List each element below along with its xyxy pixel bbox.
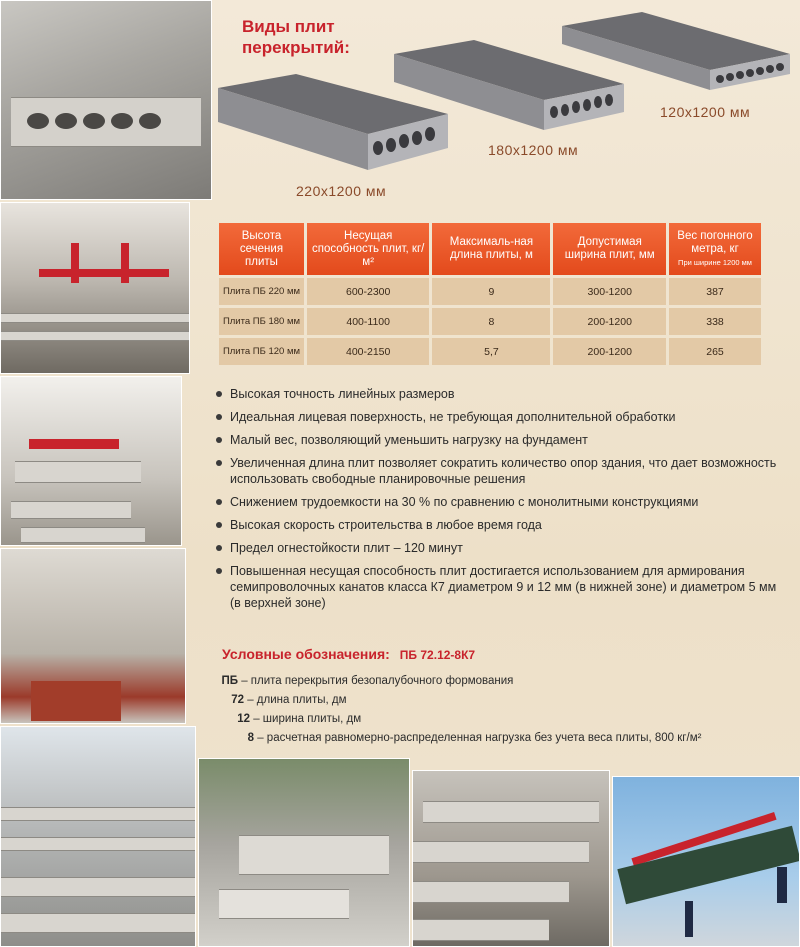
header-length: Максималь-ная длина плиты, м <box>432 223 550 275</box>
table-cell: 9 <box>432 278 550 305</box>
legend-key: ПБ <box>221 675 238 687</box>
legend-text: – расчетная равномерно-распределенная нагрузка без учета веса плиты, 800 кг/м² <box>257 732 702 744</box>
legend-item <box>214 710 701 729</box>
title-line-1: Виды плит <box>242 17 335 36</box>
photo-slab-installation <box>612 776 800 947</box>
slab-180-caption: 180x1200 мм <box>488 142 579 158</box>
photo-slab-closeup <box>0 0 212 200</box>
table-cell: 400-1100 <box>307 308 429 335</box>
table-cell: 300-1200 <box>553 278 666 305</box>
legend-code: ПБ 72.12-8К7 <box>399 648 476 662</box>
header-weight: Вес погонного метра, кг При ширине 1200 мм <box>669 223 761 275</box>
table-cell: 600-2300 <box>307 278 429 305</box>
header-weight-note: При ширине 1200 мм <box>678 258 752 267</box>
table-cell: 265 <box>669 338 761 365</box>
section-title <box>242 16 402 58</box>
slab-120-illustration <box>562 12 790 94</box>
table-cell: Плита ПБ 120 мм <box>219 338 304 365</box>
table-row <box>219 278 761 305</box>
legend-text: – плита перекрытия безопалубочного формования <box>241 675 514 687</box>
list-item: Снижением трудоемкости на 30 % по сравнению с монолитными конструкциями <box>214 494 784 510</box>
table-cell: 200-1200 <box>553 308 666 335</box>
features-list <box>214 386 784 618</box>
photo-ceiling-interior <box>0 548 186 724</box>
list-item: Малый вес, позволяющий уменьшить нагрузку на фундамент <box>214 432 784 448</box>
legend-title <box>222 646 475 662</box>
table-header-row <box>219 223 761 275</box>
list-item: Предел огнестойкости плит – 120 минут <box>214 540 784 556</box>
table-row <box>219 338 761 365</box>
legend-text: – ширина плиты, дм <box>253 713 362 725</box>
photo-slab-stacks <box>0 376 182 546</box>
photo-slab-yard <box>0 726 196 947</box>
header-height: Высота сечения плиты <box>219 223 304 275</box>
photo-crane-lifting <box>0 202 190 374</box>
photo-slab-pile <box>412 770 610 947</box>
table-row <box>219 308 761 335</box>
legend-list <box>214 672 701 748</box>
list-item: Идеальная лицевая поверхность, не требующая дополнительной обработки <box>214 409 784 425</box>
legend-item <box>214 729 701 748</box>
table-cell: 400-2150 <box>307 338 429 365</box>
slab-220-caption: 220x1200 мм <box>296 183 387 199</box>
legend-key: 72 <box>231 694 244 706</box>
table-cell: 338 <box>669 308 761 335</box>
legend-key: 8 <box>247 732 254 744</box>
slab-120-caption: 120x1200 мм <box>660 104 751 120</box>
legend-item <box>214 691 701 710</box>
table-cell: Плита ПБ 180 мм <box>219 308 304 335</box>
header-width: Допустимая ширина плит, мм <box>553 223 666 275</box>
title-line-2: перекрытий: <box>242 38 350 57</box>
photo-construction-site <box>198 758 410 947</box>
list-item: Высокая точность линейных размеров <box>214 386 784 402</box>
table-cell: 387 <box>669 278 761 305</box>
legend-title-text: Условные обозначения: <box>222 646 390 662</box>
legend-item <box>214 672 701 691</box>
table-cell: Плита ПБ 220 мм <box>219 278 304 305</box>
list-item: Высокая скорость строительства в любое время года <box>214 517 784 533</box>
table-cell: 8 <box>432 308 550 335</box>
legend-text: – длина плиты, дм <box>247 694 347 706</box>
legend-key: 12 <box>237 713 250 725</box>
list-item: Повышенная несущая способность плит достигается использованием для армирования семипроволочных канатов класса К7 диаметром 9 и 12 мм (в нижней зоне) и диаметром 5 мм (в верхней зоне) <box>214 563 784 611</box>
header-capacity: Несущая способность плит, кг/м² <box>307 223 429 275</box>
spec-table <box>216 220 764 368</box>
table-cell: 200-1200 <box>553 338 666 365</box>
table-cell: 5,7 <box>432 338 550 365</box>
list-item: Увеличенная длина плит позволяет сократить количество опор здания, что дает возможность использовать свободные планировочные решения <box>214 455 784 487</box>
